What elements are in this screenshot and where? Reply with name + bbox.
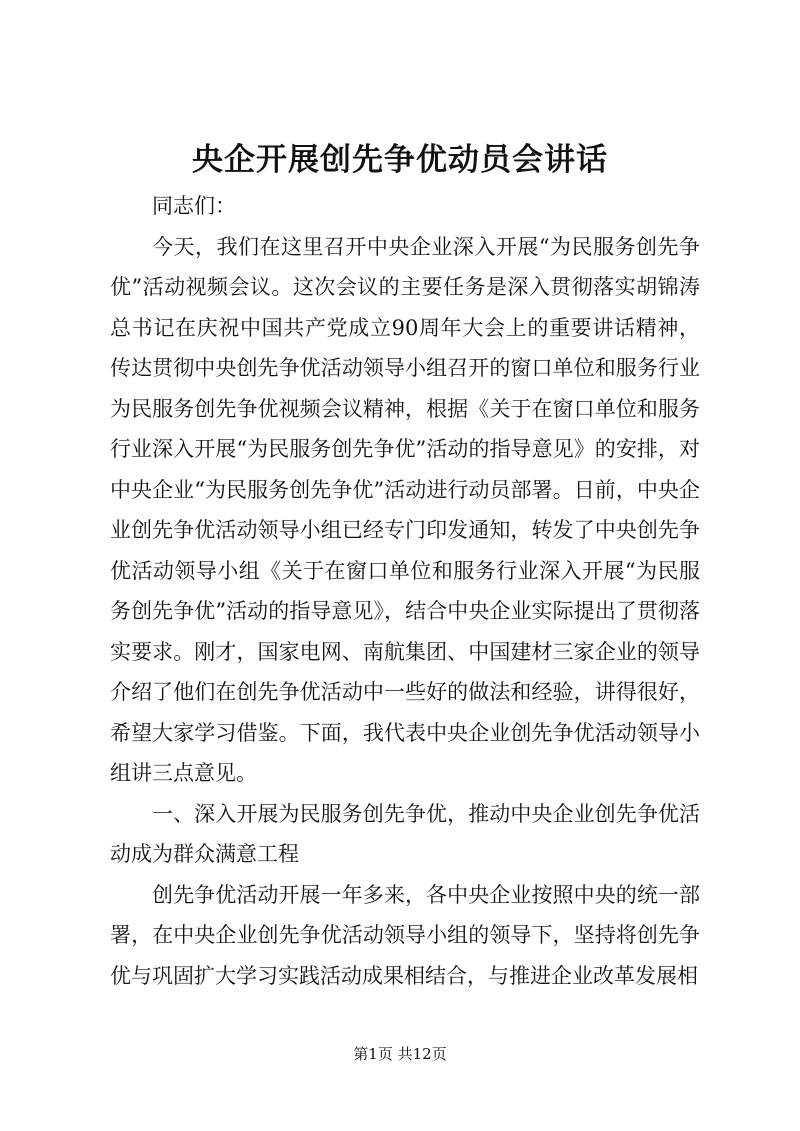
section-heading: 一、深入开展为民服务创先争优，推动中央企业创先争优活动成为群众满意工程	[110, 801, 700, 866]
body-paragraph: 创先争优活动开展一年多来，各中央企业按照中央的统一部署，在中央企业创先争优活动领导小组的领导下，坚持将创先争优与巩固扩大学习实践活动成果相结合，与推进企业改革发展相	[110, 882, 700, 988]
document-body	[110, 186, 700, 996]
document-title: 央企开展创先争优动员会讲话	[192, 142, 608, 178]
page-number-footer: 第1页 共12页	[353, 1045, 447, 1063]
body-paragraph: 今天，我们在这里召开中央企业深入开展“为民服务创先争优”活动视频会议。这次会议的主要任务是深入贯彻落实胡锦涛总书记在庆祝中国共产党成立90周年大会上的重要讲话精神，传达贯彻中央创先争优活动领导小组召开的窗口单位和服务行业为民服务创先争优视频会议精神，根据《关于在窗口单位和服务行业深入开展“为民服务创先争优”活动的指导意见》的安排，对中央企业“为民服务创先争优”活动进行动员部署。日前，中央企业创先争优活动领导小组已经专门印发通知，转发了中央创先争优活动领导小组《关于在窗口单位和服务行业深入开展“为民服务创先争优”活动的指导意见》，结合中央企业实际提出了贯彻落实要求。刚才，国家电网、南航集团、中国建材三家企业的领导介绍了他们在创先争优活动中一些好的做法和经验，讲得很好，希望大家学习借鉴。下面，我代表中央企业创先争优活动领导小组讲三点意见。	[110, 234, 700, 785]
salutation-paragraph: 同志们：	[152, 194, 236, 218]
